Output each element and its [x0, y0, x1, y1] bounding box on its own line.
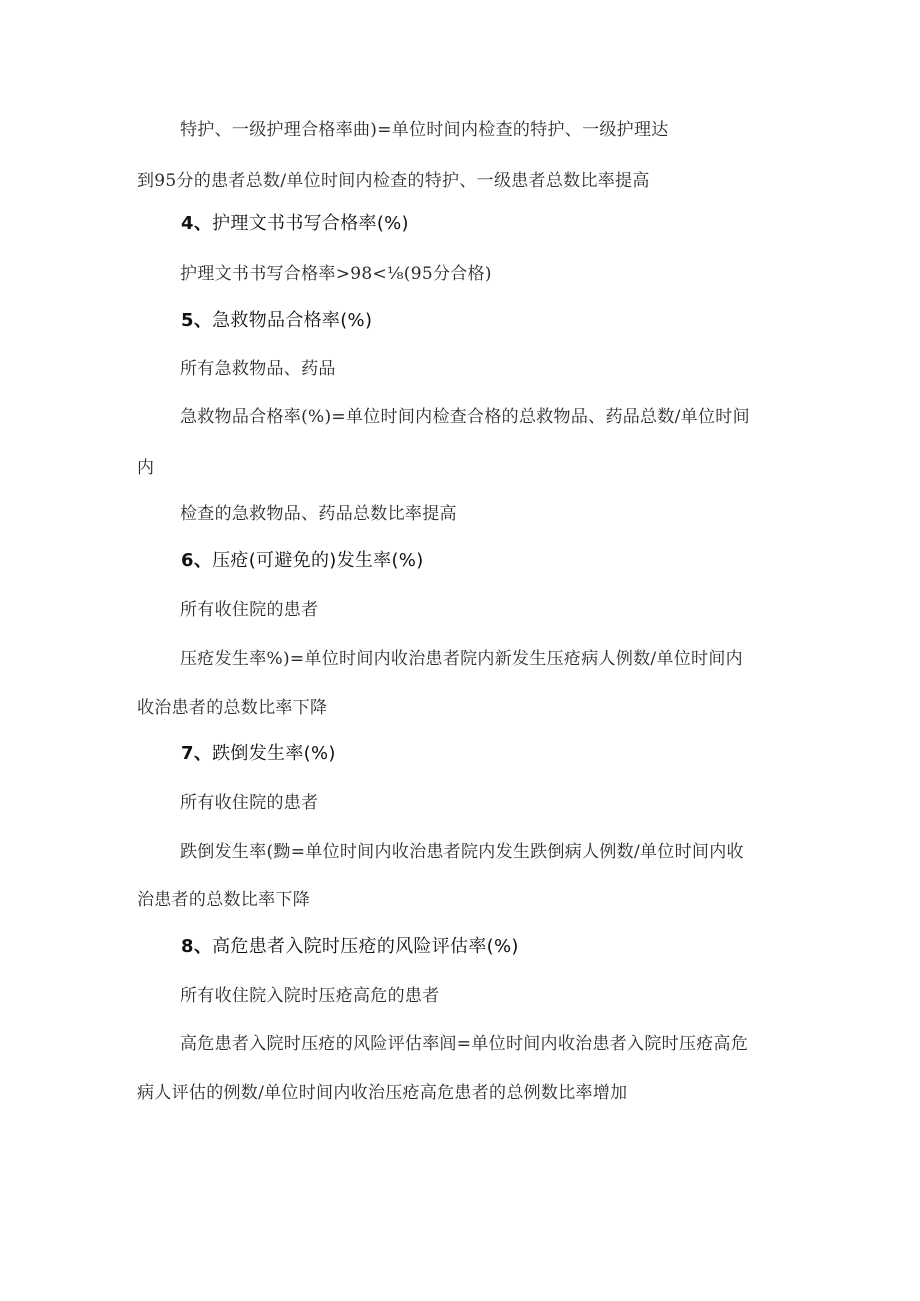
section-heading [181, 936, 519, 958]
section-title: 急救物品合格率(%) [212, 310, 373, 331]
section-number: 5、 [181, 310, 213, 331]
section-heading [181, 213, 409, 235]
paragraph-line: 治患者的总数比率下降 [137, 890, 310, 910]
section-title: 压疮(可避免的)发生率(%) [212, 550, 424, 571]
paragraph-line: 到95分的患者总数/单位时间内检查的特护、一级患者总数比率提高 [137, 171, 650, 191]
paragraph-line: 所有收住院的患者 [180, 600, 319, 620]
section-number: 7、 [181, 743, 213, 764]
paragraph-line: 所有收住院入院时压疮高危的患者 [180, 986, 440, 1006]
paragraph-line: 收治患者的总数比率下降 [137, 698, 328, 718]
section-heading [181, 743, 336, 765]
paragraph-line: 护理文书书写合格率>98<⅛(95分合格) [180, 264, 492, 284]
section-number: 6、 [181, 550, 213, 571]
section-number: 4、 [181, 213, 213, 234]
paragraph-line: 压疮发生率%)=单位时间内收治患者院内新发生压疮病人例数/单位时间内 [180, 649, 743, 669]
section-title: 高危患者入院时压疮的风险评估率(%) [212, 936, 519, 957]
section-title: 跌倒发生率(%) [212, 743, 336, 764]
section-title: 护理文书书写合格率(%) [212, 213, 409, 234]
paragraph-line: 所有收住院的患者 [180, 793, 319, 813]
section-heading [181, 310, 372, 332]
section-number: 8、 [181, 936, 213, 957]
paragraph-line: 所有急救物品、药品 [180, 359, 336, 379]
paragraph-line: 急救物品合格率(%)=单位时间内检查合格的总救物品、药品总数/单位时间 [180, 407, 750, 427]
paragraph-line: 跌倒发生率(黝=单位时间内收治患者院内发生跌倒病人例数/单位时间内收 [180, 842, 744, 862]
paragraph-line: 内 [137, 458, 155, 478]
paragraph-line: 检查的急救物品、药品总数比率提高 [180, 504, 457, 524]
paragraph-line: 特护、一级护理合格率曲)=单位时间内检查的特护、一级护理达 [180, 120, 669, 140]
section-heading [181, 550, 424, 572]
paragraph-line: 高危患者入院时压疮的风险评估率闾=单位时间内收治患者入院时压疮高危 [180, 1034, 749, 1054]
paragraph-line: 病人评估的例数/单位时间内收治压疮高危患者的总例数比率增加 [137, 1083, 628, 1103]
